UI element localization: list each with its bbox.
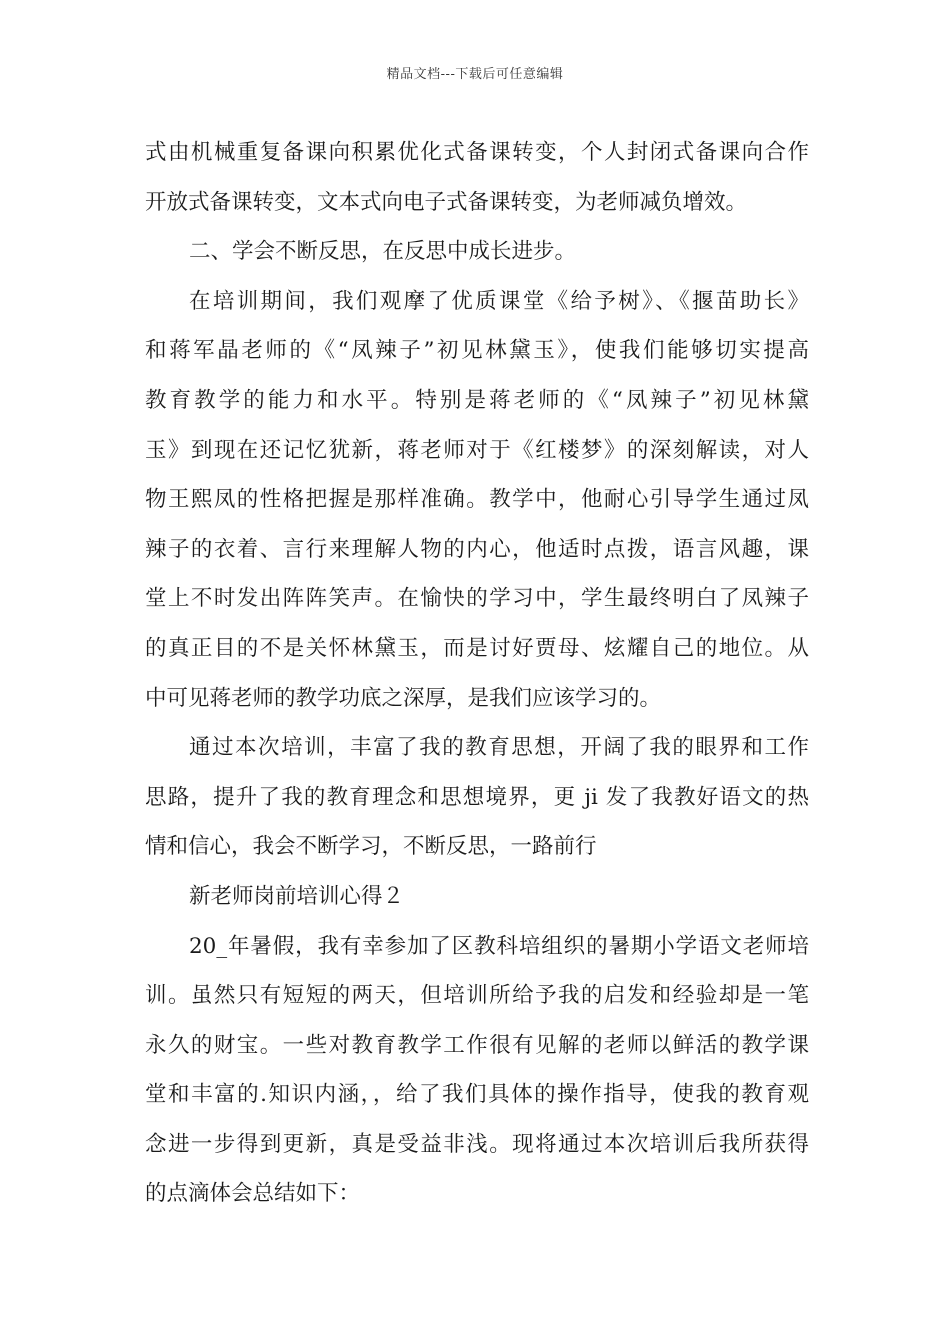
text-line: 念进一步得到更新，真是受益非浅。现将通过本次培训后我所获得 <box>145 1131 809 1157</box>
text-line: 通过本次培训，丰富了我的教育思想，开阔了我的眼界和工作 <box>189 735 809 761</box>
text-line: 20_年暑假，我有幸参加了区教科培组织的暑期小学语文老师培 <box>189 933 809 959</box>
text-line: 式由机械重复备课向积累优化式备课转变，个人封闭式备课向合作 <box>145 140 809 165</box>
text-line: 堂上不时发出阵阵笑声。在愉快的学习中，学生最终明白了凤辣子 <box>145 586 809 612</box>
text-line: 开放式备课转变，文本式向电子式备课转变，为老师减负增效。 <box>145 189 748 215</box>
text-line: 训。虽然只有短短的两天，但培训所给予我的启发和经验却是一笔 <box>145 983 809 1009</box>
section-heading: 新老师岗前培训心得２ <box>189 883 405 909</box>
text-line: 的点滴体会总结如下： <box>145 1181 361 1207</box>
text-line: 堂和丰富的.知识内涵，，给了我们具体的操作指导，使我的教育观 <box>145 1082 809 1108</box>
text-line: 情和信心，我会不断学习，不断反思，一路前行 <box>145 834 597 860</box>
text-line: 中可见蒋老师的教学功底之深厚，是我们应该学习的。 <box>145 685 662 711</box>
text-line: 永久的财宝。一些对教育教学工作很有见解的老师以鲜活的教学课 <box>145 1032 809 1058</box>
text-line: 玉》到现在还记忆犹新，蒋老师对于《红楼梦》的深刻解读，对人 <box>145 437 809 463</box>
text-line: 辣子的衣着、言行来理解人物的内心，他适时点拨，语言风趣，课 <box>145 536 809 562</box>
text-line: 物王熙凤的性格把握是那样准确。教学中，他耐心引导学生通过凤 <box>145 487 809 513</box>
text-line: 教育教学的能力和水平。特别是蒋老师的《“凤辣子”初见林黛 <box>145 387 809 413</box>
page-header: 精品文档---下载后可任意编辑 <box>386 67 564 82</box>
text-line: 在培训期间，我们观摩了优质课堂《给予树》、《揠苗助长》 <box>189 288 809 314</box>
text-line: 和蒋军晶老师的《“凤辣子”初见林黛玉》，使我们能够切实提高 <box>145 338 809 364</box>
text-line: 思路，提升了我的教育理念和思想境界，更 ji 发了我教好语文的热 <box>145 784 809 810</box>
section-heading: 二、学会不断反思，在反思中成长进步。 <box>189 239 577 265</box>
text-line: 的真正目的不是关怀林黛玉，而是讨好贾母、炫耀自己的地位。从 <box>145 635 809 661</box>
document-body <box>145 128 809 1219</box>
